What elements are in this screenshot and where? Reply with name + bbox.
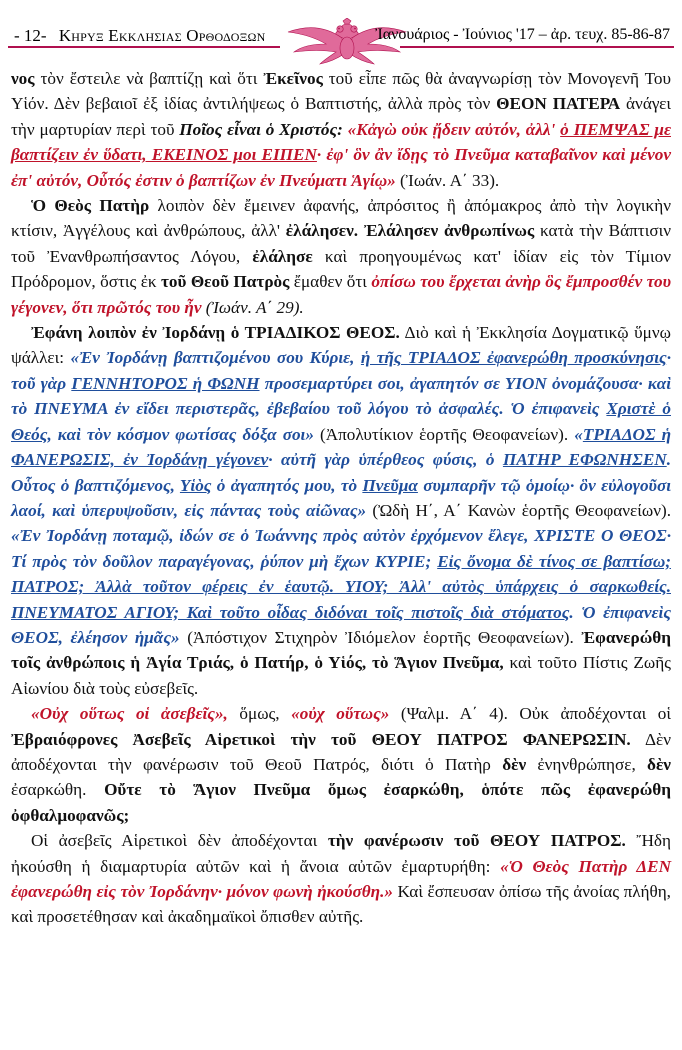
paragraph-5 <box>11 828 671 930</box>
publication-title: Κηρυξ Εκκλησιας Ορθοδοξων <box>58 26 266 45</box>
hymn-span: , καὶ τὸν κόσμον φωτίσας δόξα σοι» <box>47 424 314 444</box>
text-span: κατὰ τὴν Βάπτισιν τοῦ Ἐνανθρωπήσαντος Λόγου, <box>11 221 671 266</box>
citation: (Ἀπολυτίκιον ἑορτῆς Θεοφανείων). <box>313 424 575 444</box>
text-span: ἔμαθεν ὅτι <box>289 272 372 292</box>
text-span: ὅμως, <box>227 704 292 724</box>
issue-info: Ἰανουάριος - Ἰούνιος '17 – ἀρ. τευχ. 85-86-87 <box>375 26 670 43</box>
text-span: Ἐκεῖνος <box>263 69 323 88</box>
text-span: τοῦ Θεοῦ Πατρὸς <box>160 272 290 292</box>
paragraph-1 <box>11 66 671 193</box>
hymn-span: « <box>574 424 583 444</box>
text-span: ἐνηνθρώπησε, <box>526 754 648 774</box>
text-span: δὲν <box>647 754 671 774</box>
quote-span: ὀπίσω του ἔρχεται ἀνὴρ ὃς ἔμπροσθέν του γέγονεν, ὅτι πρῶτός του ἦν <box>11 272 671 317</box>
page-number: - 12- <box>14 26 47 45</box>
header-left <box>14 26 266 46</box>
text-span: δὲν <box>502 754 527 774</box>
text-span: Ποῖος εἶναι ὁ Χριστός: <box>179 119 343 139</box>
text-span: τοῦ εἶπε πῶς θὰ ἀναγνωρίσῃ τὸν Μονογενῆ Του Υἱόν. Δὲν βεβαιοῖ ἐξ ἰδίας ἀντιλήψεως ὁ Βαπτιστής, ἀλλὰ πρὸς τὸν <box>11 69 671 114</box>
text-span: Ἐφανερώθη τοῖς ἀνθρώποις ἡ Ἁγία Τριάς, ὁ Πατήρ, ὁ Υἱός, τὸ Ἅγιον Πνεῦμα, <box>11 627 671 673</box>
hymn-span: συμπαρῆν τῷ ὁμοίῳ· ὃν εὐλογοῦσι λαοί, καὶ ὑπερυψοῦσιν, εἰς πάντας τοὺς αἰῶνας» <box>11 475 671 520</box>
header-rule-left <box>8 46 280 48</box>
text-span: λοιπὸν δὲν ἔμεινεν ἀφανής, ἀπρόσιτος ἢ ἀπόμακρος ἀπὸ τὴν λογικὴν κτίσιν, Ἀγγέλους καὶ ἀνθρώπους, ἀλλ' <box>11 196 671 241</box>
text-span: ΘΕΟΝ ΠΑΤΕΡΑ <box>496 94 621 114</box>
text-span: νος <box>11 69 35 88</box>
quote-underlined-span: ὁ ΠΕΜΨΑΣ με βαπτίζειν ἐν ὕδατι, ΕΚΕΙΝΟΣ μοι ΕΙΠΕΝ <box>11 119 671 165</box>
text-span: Ἐφάνη λοιπὸν ἐν Ἰορδάνῃ ὁ ΤΡΙΑΔΙΚΟΣ ΘΕΟΣ. <box>31 323 400 343</box>
hymn-span: · αὐτῆ γὰρ ὑπέρθεος φύσις, ὁ <box>268 450 503 470</box>
article-body <box>11 66 671 930</box>
text-span: Οὔτε τὸ Ἅγιον Πνεῦμα ὅμως ἐσαρκώθη, ὁπότε πῶς ἐφανερώθη ὀφθαλμοφανῶς; <box>11 780 671 825</box>
text-span: Διὸ καὶ ἡ Ἐκκλησία Δογματικῷ ὕμνῳ ψάλλει: <box>11 323 671 368</box>
hymn-span: προσεμαρτύρει σοι, ἀγαπητόν σε ΥΙΟΝ ὀνομάζουσα· καὶ τὸ ΠΝΕΥΜΑ ἐν εἴδει περιστερᾶς, ἐβεβαίου τοῦ λόγου τὸ ἀσφαλές. Ὁ ἐπιφανεὶς <box>11 373 671 419</box>
hymn-span: . Οὗτος ὁ βαπτιζόμενος, <box>11 450 671 495</box>
text-span: ἐλάλησε <box>252 246 313 266</box>
hymn-underlined-span: Εἰς ὄνομα δὲ τίνος σε βαπτίσω; ΠΑΤΡΟΣ; Ἀλλὰ τοῦτον φέρεις ἐν ἑαυτῷ. ΥΙΟΥ; Ἀλλ' αὐτὸς ὑπάρχεις ὁ σαρκωθείς. ΠΝΕΥΜΑΤΟΣ ΑΓΙΟΥ; Καὶ τοῦτο οἶδας διδόναι τοῖς πιστοῖς διὰ στόματος <box>11 551 671 622</box>
quote-span: · ἐφ' ὃν ἂν ἴδῃς τὸ Πνεῦμα καταβαῖνον καὶ μένον ἐπ' αὐτόν, Οὗτός ἐστιν ὁ βαπτίζων ἐν Πνεύματι Ἁγίῳ» <box>11 145 671 190</box>
text-span: Δὲν ἀποδέχονται τὴν φανέρωσιν τοῦ Θεοῦ Πατρός, διότι ὁ Πατὴρ <box>11 729 671 774</box>
header-rule-right <box>400 46 674 48</box>
text-span: (Ψαλμ. Α΄ 4). Οὐκ ἀποδέχονται οἱ <box>389 704 671 724</box>
quote-span: «οὐχ οὕτως» <box>291 704 390 724</box>
hymn-span: · τοῦ γὰρ <box>11 348 671 393</box>
hymn-underlined-span: Χριστὲ ὁ Θεός <box>11 399 671 444</box>
text-span: Οἱ ἀσεβεῖς Αἱρετικοὶ δὲν ἀποδέχονται <box>31 831 328 851</box>
hymn-underlined-span: ΤΡΙΑΔΟΣ ἡ ΦΑΝΕΡΩΣΙΣ, ἐν Ἰορδάνῃ γέγονεν <box>11 424 672 470</box>
citation: (Ἰωάν. Α΄ 33). <box>395 170 500 190</box>
paragraph-2 <box>11 193 671 320</box>
citation: (Ἰωάν. Α΄ 29). <box>201 297 304 317</box>
text-span: ἀνάγει τὴν μαρτυρίαν περὶ τοῦ <box>11 94 671 139</box>
text-span: Ὁ Θεὸς Πατὴρ <box>31 196 150 216</box>
hymn-underlined-span: Πνεῦμα <box>362 475 418 495</box>
hymn-underlined-span: ΓΕΝΝΗΤΟΡΟΣ ἡ ΦΩΝΗ <box>71 373 260 393</box>
hymn-underlined-span: ἡ τῆς ΤΡΙΑΔΟΣ ἐφανερώθη προσκύνησις <box>360 348 667 368</box>
page-header <box>8 16 674 48</box>
text-span: Ἤδη ἠκούσθη ἡ διαμαρτυρία αὐτῶν καὶ ἡ ἄνοια αὐτῶν ἐμαρτυρήθη: <box>11 831 671 876</box>
hymn-span: «Ἐν Ἰορδάνῃ ποταμῷ, ἰδών σε ὁ Ἰωάννης πρὸς αὐτὸν ἐρχόμενον ἔλεγε, ΧΡΙΣΤΕ Ο ΘΕΟΣ· Τί πρὸς τὸν δοῦλον παραγέγονας, ῥύπον μὴ ἔχων ΚΥΡΙΕ; <box>11 526 671 571</box>
quote-span: «Ὁ Θεὸς Πατὴρ ΔΕΝ ἐφανερώθη εἰς τὸν Ἰορδάνην· μόνον φωνὴ ἠκούσθη.» <box>11 856 671 901</box>
text-span: τὸν ἔστειλε νὰ βαπτίζῃ καὶ ὅτι <box>34 69 264 88</box>
text-span: τὴν φανέρωσιν τοῦ ΘΕΟΥ ΠΑΤΡΟΣ. <box>327 831 626 851</box>
citation: (Ὠδὴ Η΄, Α΄ Κανὼν ἑορτῆς Θεοφανείων). <box>366 500 671 520</box>
hymn-underlined-span: ΠΑΤΗΡ ΕΦΩΝΗΣΕΝ <box>502 450 667 470</box>
citation: (Ἀπόστιχον Στιχηρὸν Ἰδιόμελον ἑορτῆς Θεοφανείων). <box>179 627 582 647</box>
hymn-span: ὁ ἀγαπητός μου, τὸ <box>211 475 363 495</box>
text-span: Καὶ ἔσπευσαν ὀπίσω τῆς ἀνοίας πλήθη, καὶ προσετέθησαν καὶ ἀκαδημαϊκοὶ ὄπισθεν αὐτῆς. <box>11 882 671 927</box>
text-span: καὶ προηγουμένως κατ' ἰδίαν εἰς τὸν Τίμιον Πρόδρομον, ὅστις ἐκ <box>11 246 672 292</box>
text-span: καὶ τοῦτο Πίστις Ζωῆς Αἰωνίου διὰ τοὺς εὐσεβεῖς. <box>11 653 671 698</box>
paragraph-3 <box>11 320 671 701</box>
hymn-span: «Ἐν Ἰορδάνῃ βαπτιζομένου σου Κύριε, <box>70 348 361 368</box>
hymn-underlined-span: Υἱὸς <box>179 475 212 495</box>
text-span: ἐσαρκώθη. <box>11 780 105 800</box>
text-span: Ἐβραιόφρονες Ἀσεβεῖς Αἱρετικοὶ τὴν τοῦ ΘΕΟΥ ΠΑΤΡΟΣ ΦΑΝΕΡΩΣΙΝ. <box>11 729 631 749</box>
quote-span: «Οὐχ οὕτως οἱ ἀσεβεῖς», <box>31 704 228 724</box>
hymn-span: . Ὁ ἐπιφανεὶς ΘΕΟΣ, ἐλέησον ἡμᾶς» <box>11 602 671 647</box>
quote-span: «Κἀγὼ οὐκ ᾔδειν αὐτόν, ἀλλ' <box>342 119 561 139</box>
paragraph-4 <box>11 701 671 828</box>
text-span: ἐλάλησεν. Ἐλάλησεν ἀνθρωπίνως <box>285 221 535 241</box>
